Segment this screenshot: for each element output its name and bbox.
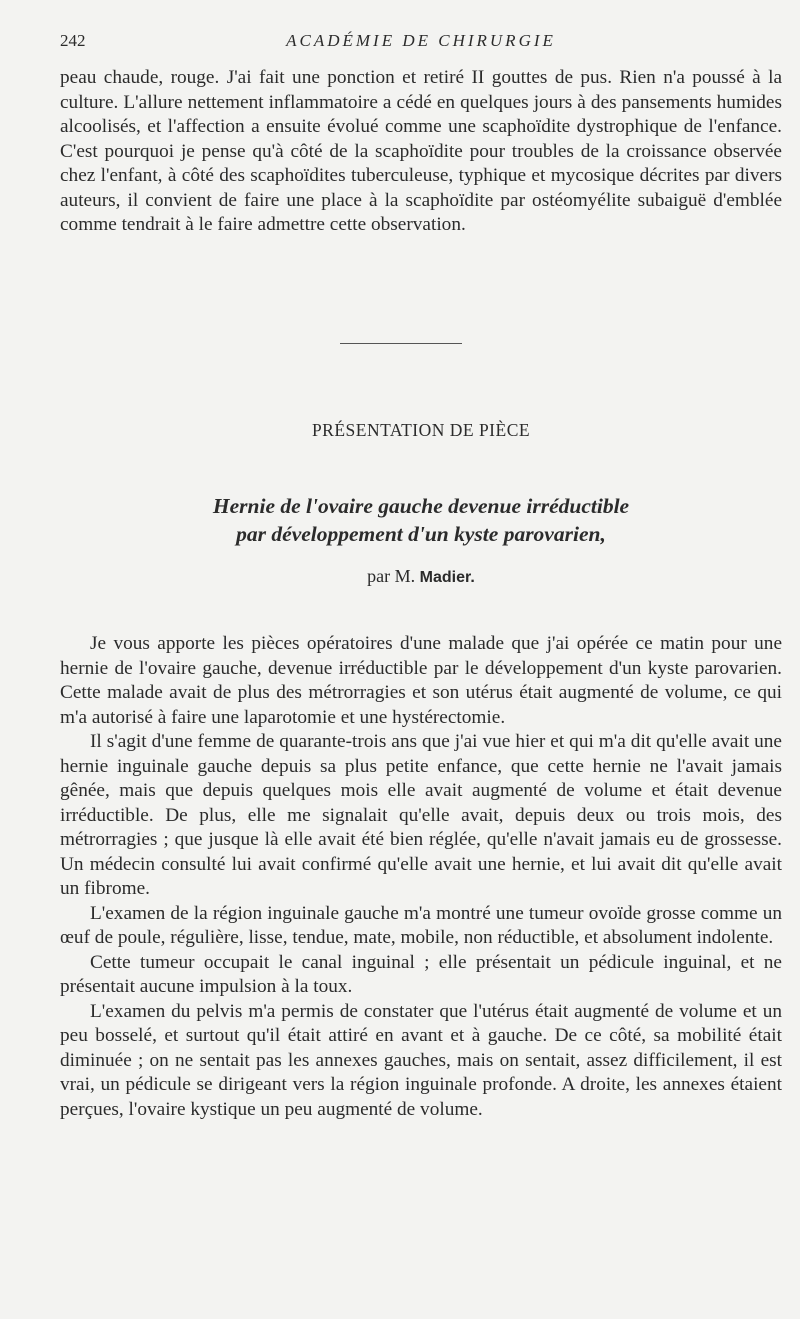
section-heading: PRÉSENTATION DE PIÈCE (311, 420, 531, 440)
article-title (60, 492, 782, 548)
author-name: Madier. (419, 569, 475, 586)
section-separator (340, 343, 462, 344)
body-paragraph-2: Il s'agit d'une femme de quarante-trois ans que j'ai vue hier et qui m'a dit qu'elle avait une hernie inguinale gauche depuis sa plus petite enfance, que cette hernie ne l'avait jamais gênée, mais que depuis quelques mois elle avait augmenté de volume et était devenue irréductible. De plus, elle me signalait qu'elle avait, depuis deux ou trois mois, des métrorragies ; que jusque là elle avait été bien réglée, qu'elle n'avait jamais eu de grossesse. Un médecin consulté lui avait confirmé qu'elle avait une hernie, et lui avait dit qu'elle avait un fibrome. (60, 731, 782, 899)
page-number: 242 (60, 31, 86, 50)
article-body (60, 632, 782, 1122)
body-paragraph-1: Je vous apporte les pièces opératoires d'une malade que j'ai opérée ce matin pour une hernie de l'ovaire gauche, devenue irréductible par le développement d'un kyste parovarien. Cette malade avait de plus des métrorragies et son utérus était augmenté de volume, ce qui m'a autorisé à faire une laparotomie et une hystérectomie. (60, 633, 782, 728)
article-title-line-1: Hernie de l'ovaire gauche devenue irréductible (212, 494, 630, 518)
body-paragraph-5: L'examen du pelvis m'a permis de constater que l'utérus était augmenté de volume et un peu bosselé, et surtout qu'il était attiré en avant et à gauche. De ce côté, sa mobilité était diminuée ; on ne sentait pas les annexes gauches, mais on sentait, assez difficilement, il est vrai, un pédicule se dirigeant vers la région inguinale profonde. A droite, les annexes étaient perçues, l'ovaire kystique un peu augmenté de volume. (60, 1000, 782, 1120)
article-title-line-2: par développement d'un kyste parovarien, (236, 522, 606, 546)
body-paragraph-3: L'examen de la région inguinale gauche m'a montré une tumeur ovoïde grosse comme un œuf de poule, régulière, lisse, tendue, mate, mobile, non réductible, et absolument indolente. (60, 902, 782, 948)
byline (60, 566, 782, 587)
body-paragraph-4: Cette tumeur occupait le canal inguinal ; elle présentait un pédicule inguinal, et ne présentait aucune impulsion à la toux. (60, 951, 782, 997)
intro-paragraph: peau chaude, rouge. J'ai fait une ponction et retiré II gouttes de pus. Rien n'a poussé à la culture. L'allure nettement inflammatoire a cédé en quelques jours à des pansements humides alcoolisés, et l'affection a ensuite évolué comme une scaphoïdite dystrophique de l'enfance. C'est pourquoi je pense qu'à côté de la scaphoïdite pour troubles de la croissance observée chez l'enfant, à côté des scaphoïdites tuberculeuse, typhique et mycosique décrites par divers auteurs, il convient de faire une place à la scaphoïdite par ostéomyélite subaiguë d'emblée comme tendrait à le faire admettre cette observation. (60, 67, 782, 235)
running-head (60, 31, 782, 55)
journal-title: ACADÉMIE DE CHIRURGIE (286, 31, 556, 50)
byline-prefix: par M. (367, 566, 416, 586)
